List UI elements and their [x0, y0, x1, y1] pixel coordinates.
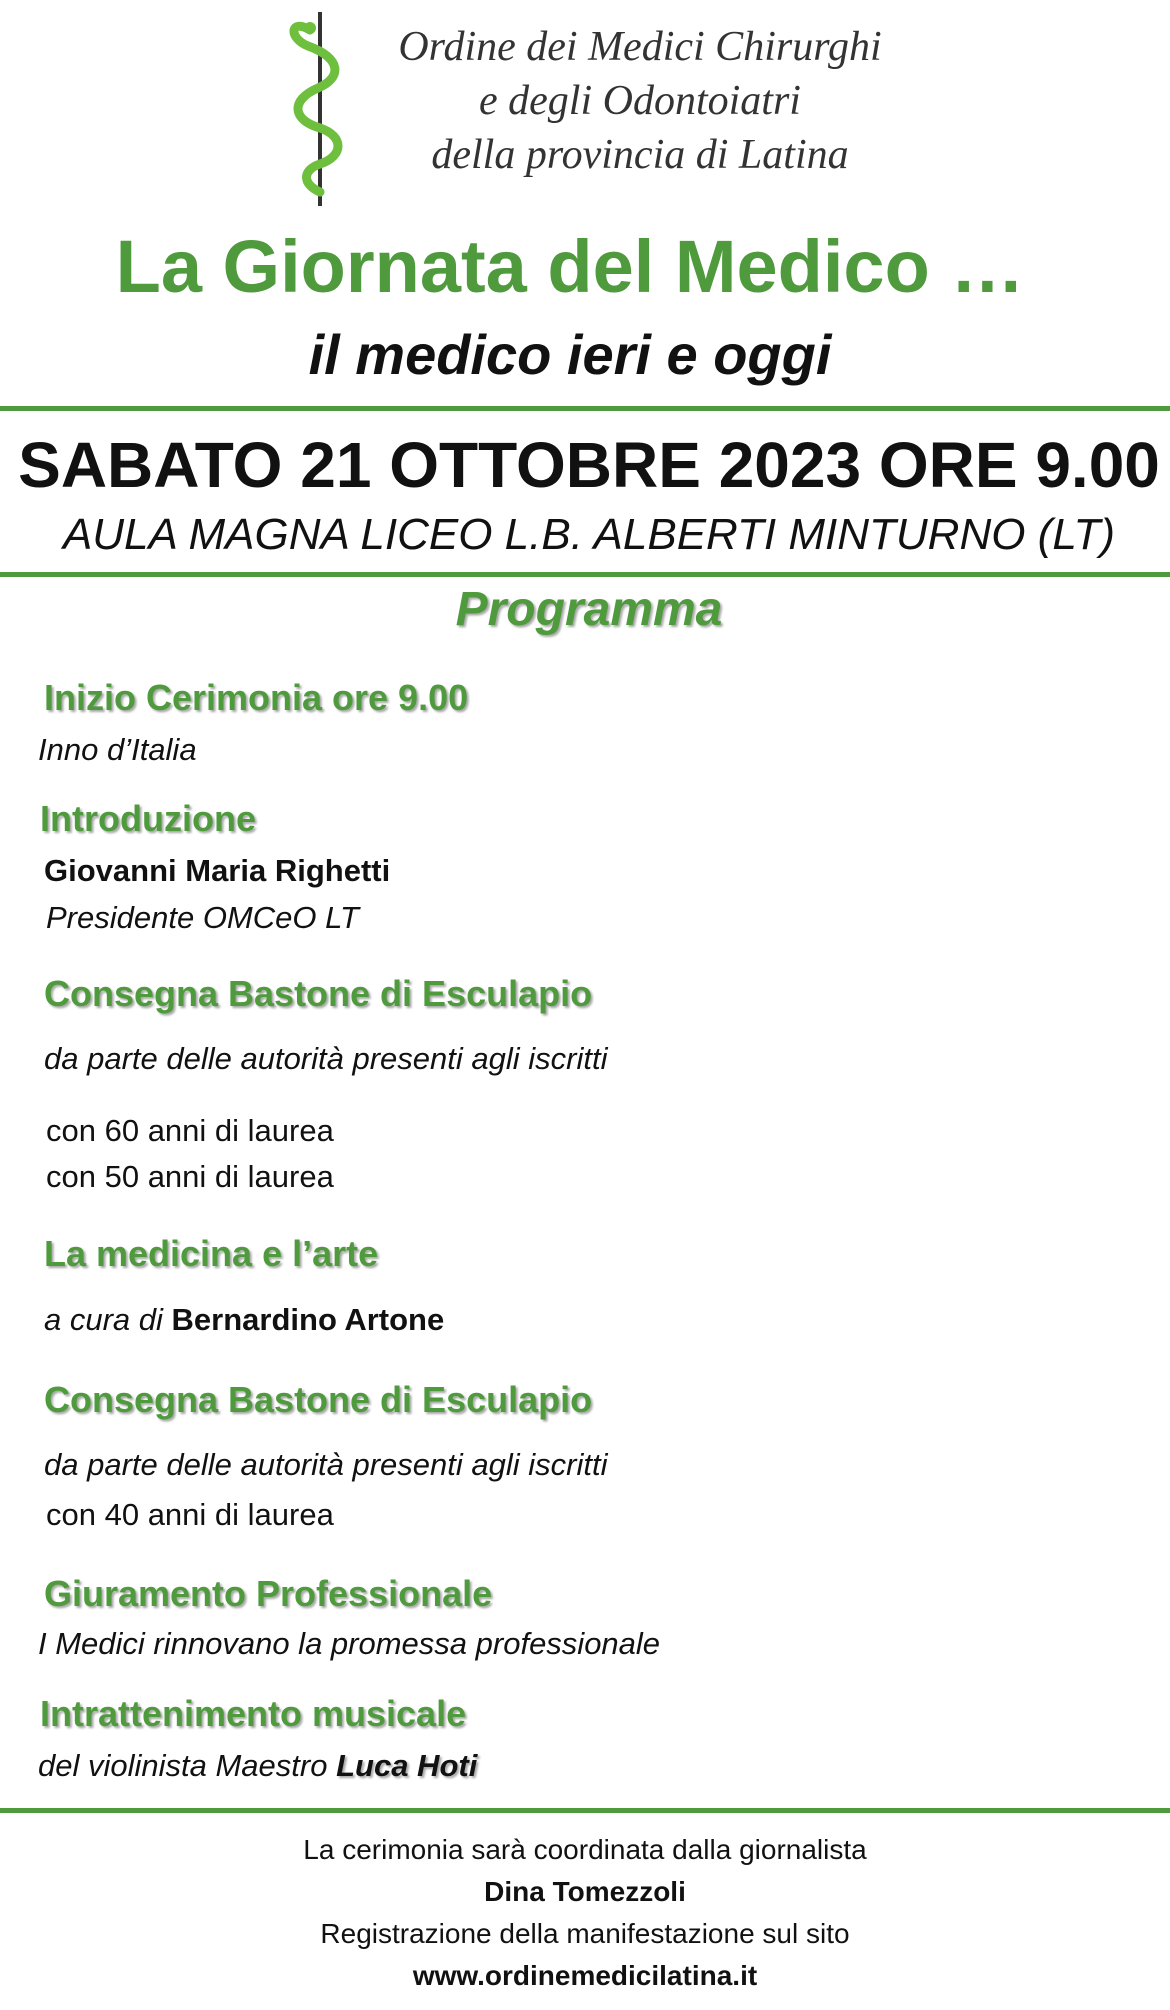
section-desc-award-2: da parte delle autorità presenti agli iscritti: [44, 1447, 608, 1482]
org-line-1: Ordine dei Medici Chirurghi: [398, 24, 882, 70]
divider-bottom: [0, 1808, 1170, 1813]
footer-website-link[interactable]: www.ordinemedicilatina.it: [412, 1960, 758, 1991]
section-desc-award-1: da parte delle autorità presenti agli iscritti: [44, 1041, 608, 1076]
program-heading: Programma: [455, 583, 723, 636]
musician-prefix: del violinista Maestro: [38, 1748, 328, 1783]
event-subtitle: il medico ieri e oggi: [308, 323, 832, 386]
org-line-2: e degli Odontoiatri: [479, 78, 801, 124]
event-date: SABATO 21 OTTOBRE 2023 ORE 9.00: [18, 429, 1160, 501]
organization-name: [360, 20, 920, 182]
award-group-40: con 40 anni di laurea: [46, 1497, 334, 1532]
section-head-art: La medicina e l’arte: [44, 1233, 379, 1274]
event-venue: AULA MAGNA LICEO L.B. ALBERTI MINTURNO (LT): [62, 510, 1116, 559]
section-head-start: Inizio Cerimonia ore 9.00: [44, 677, 469, 718]
section-head-award-2: Consegna Bastone di Esculapio: [44, 1379, 593, 1420]
section-musician: [38, 1748, 477, 1784]
event-title: La Giornata del Medico …: [115, 225, 1025, 308]
section-head-intro: Introduzione: [40, 798, 256, 839]
divider-top: [0, 406, 1170, 411]
org-line-3: della provincia di Latina: [431, 132, 849, 178]
curator-name: Bernardino Artone: [171, 1302, 445, 1337]
section-line-anthem: Inno d’Italia: [38, 732, 197, 767]
section-head-oath: Giuramento Professionale: [44, 1573, 493, 1614]
speaker-role: Presidente OMCeO LT: [46, 900, 359, 935]
divider-middle: [0, 572, 1170, 577]
footer-coordination: La cerimonia sarà coordinata dalla giornalista: [303, 1834, 867, 1865]
musician-name: Luca Hoti: [336, 1748, 478, 1783]
footer-journalist: Dina Tomezzoli: [484, 1876, 686, 1907]
section-head-award-1: Consegna Bastone di Esculapio: [44, 973, 593, 1014]
section-desc-oath: I Medici rinnovano la promessa professionale: [38, 1626, 661, 1661]
rod-of-asclepius-logo: [280, 8, 350, 208]
curator-prefix: a cura di: [44, 1302, 163, 1337]
section-head-music: Intrattenimento musicale: [40, 1693, 467, 1734]
award-group-60: con 60 anni di laurea: [46, 1113, 334, 1148]
award-group-50: con 50 anni di laurea: [46, 1159, 334, 1194]
speaker-name: Giovanni Maria Righetti: [44, 853, 391, 888]
footer-registration: Registrazione della manifestazione sul sito: [320, 1918, 850, 1949]
section-curator: [44, 1302, 444, 1338]
